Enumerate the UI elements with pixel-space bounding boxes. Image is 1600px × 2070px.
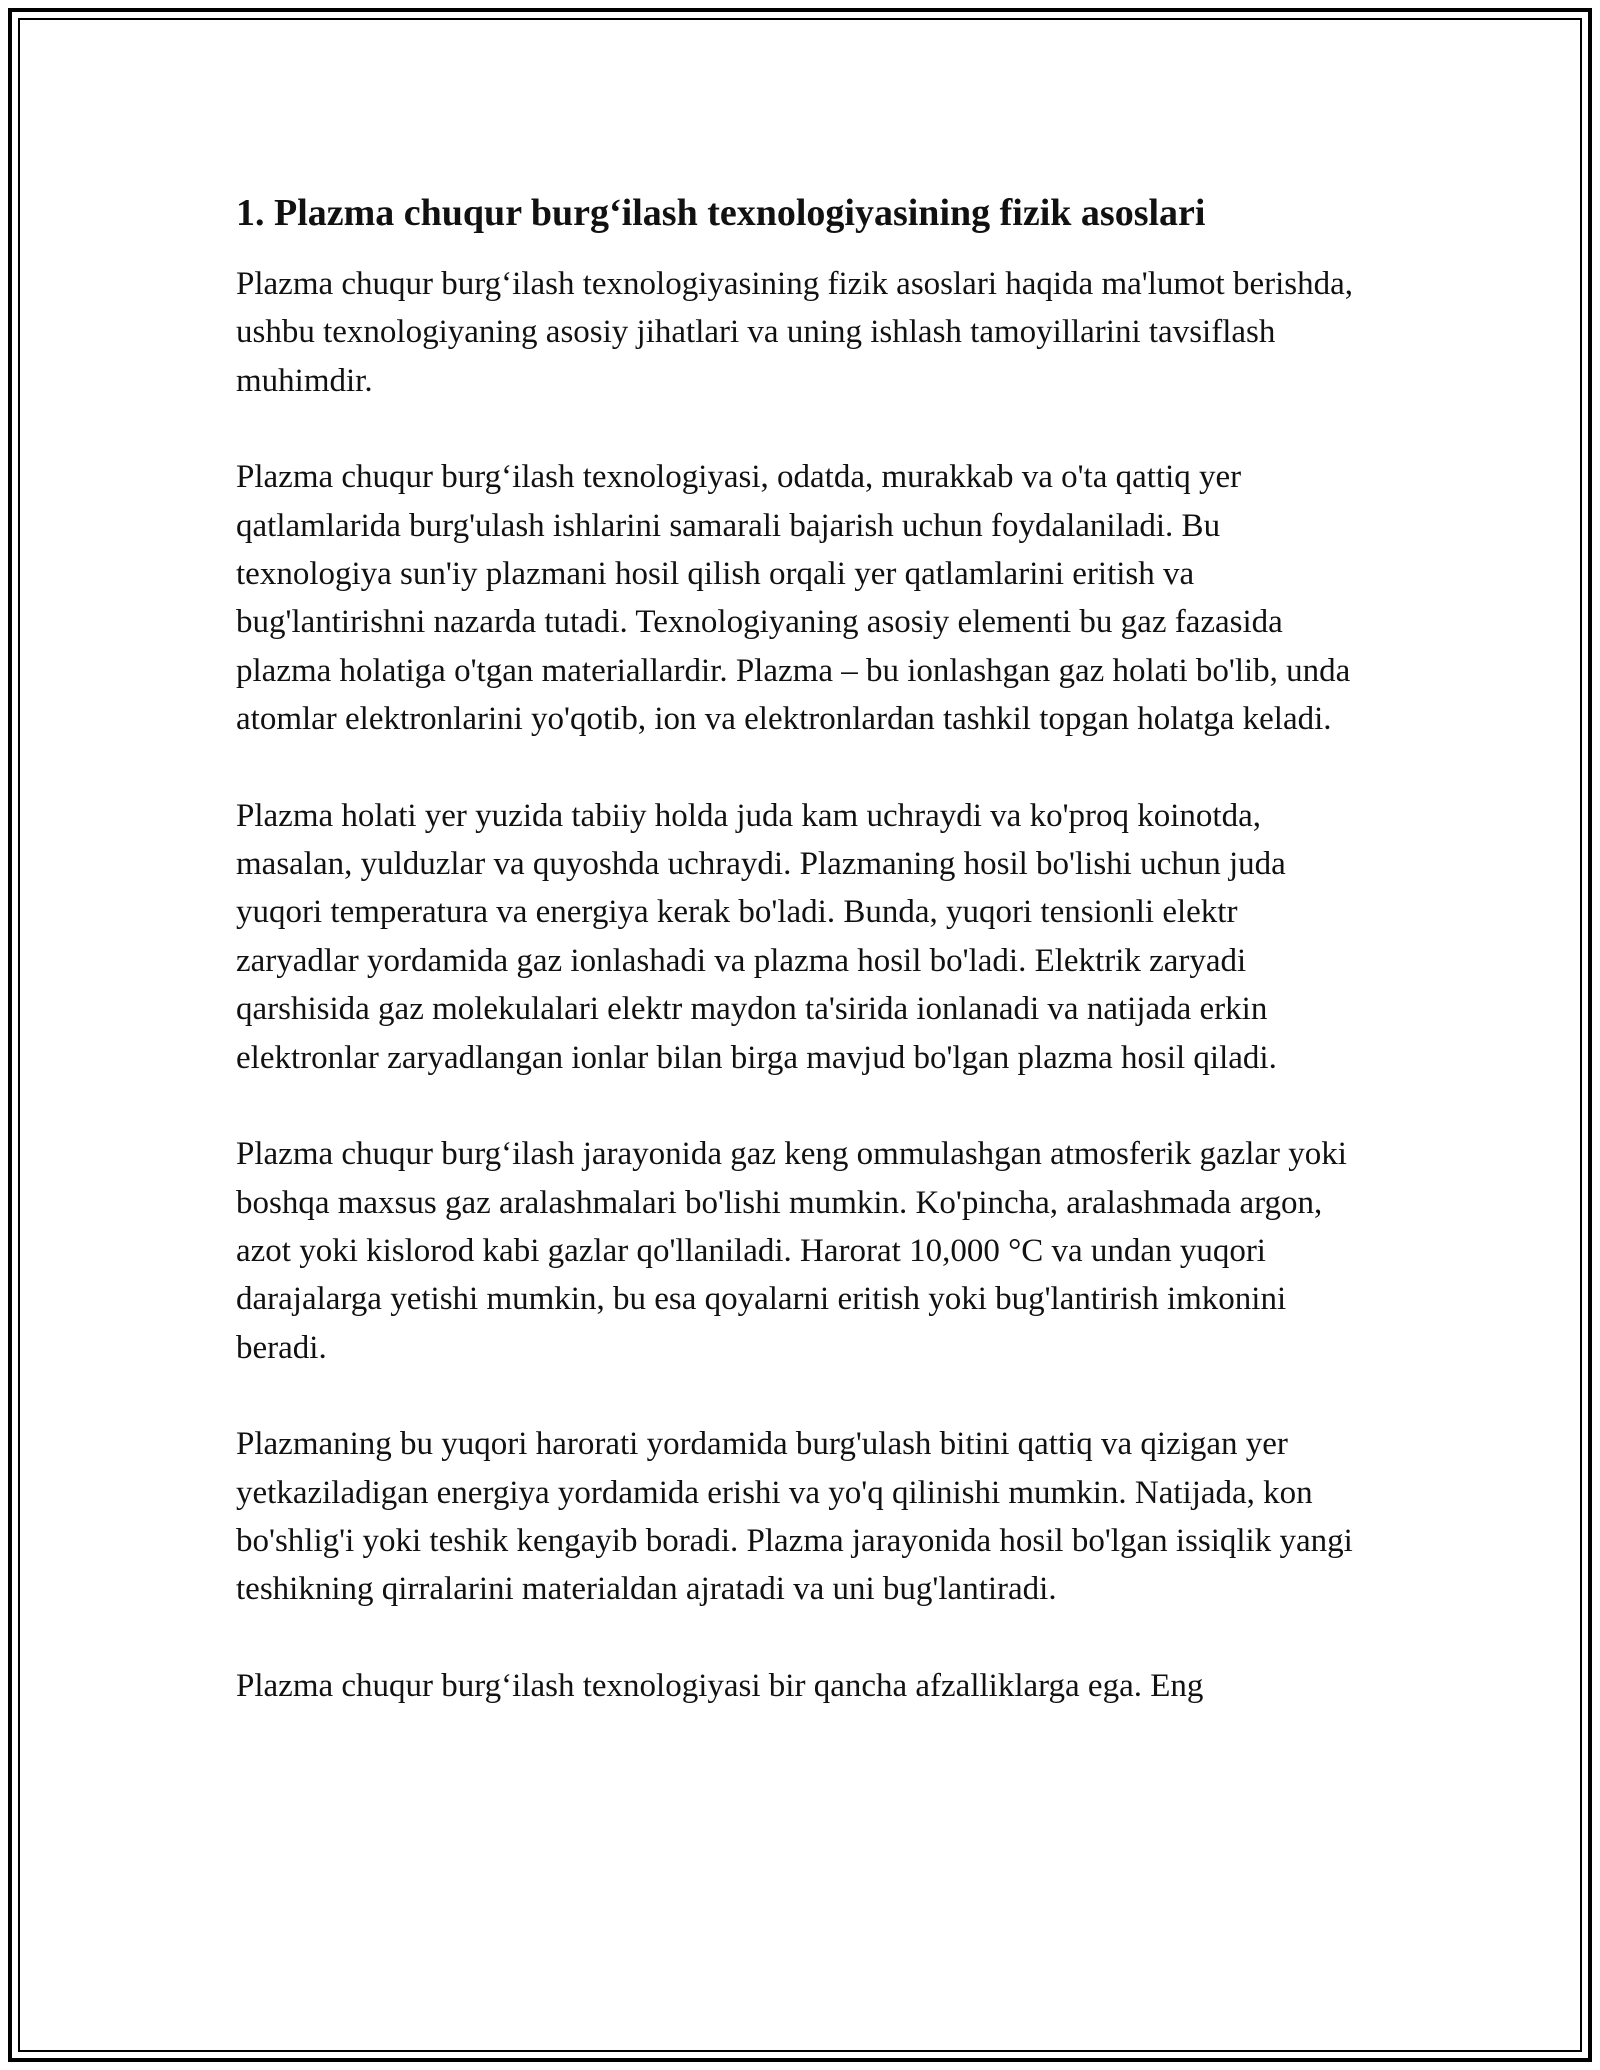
section-heading: 1. Plazma chuqur burg‘ilash texnologiyasining fizik asoslari [236,192,1206,234]
paragraph-plasma-state: Plazma holati yer yuzida tabiiy holda juda kam uchraydi va ko'proq koinotda, masalan, yulduzlar va quyoshda uchraydi. Plazmaning hosil bo'lishi uchun juda yuqori temperatura va energiya kerak bo'ladi. Bunda, yuqori tensionli elektr zaryadlar yordamida gaz ionlashadi va plazma hosil bo'ladi. Elektrik zaryadi qarshisida gaz molekulalari elektr maydon ta'sirida ionlanadi va natijada erkin elektronlar zaryadlangan ionlar bilan birga mavjud bo'lgan plazma hosil qiladi. [236,797,1286,1076]
paragraph-intro: Plazma chuqur burg‘ilash texnologiyasining fizik asoslari haqida ma'lumot berishda, ushbu texnologiyaning asosiy jihatlari va uning ishlash tamoyillarini tavsiflash muhimdir. [236,266,1354,399]
paragraph-temperature: Plazmaning bu yuqori harorati yordamida burg'ulash bitini qattiq va qizigan yer yetkaziladigan energiya yordamida erishi va yo'q qilinishi mumkin. Natijada, kon bo'shlig'i yoki teshik kengayib boradi. Plazma jarayonida hosil bo'lgan issiqlik yangi teshikning qirralarini materialdan ajratadi va uni bug'lantiradi. [236,1426,1353,1608]
paragraph-gases: Plazma chuqur burg‘ilash jarayonida gaz keng ommulashgan atmosferik gazlar yoki boshqa maxsus gaz aralashmalari bo'lishi mumkin. Ko'pincha, aralashmada argon, azot yoki kislorod kabi gazlar qo'llaniladi. Harorat 10,000 °C va undan yuqori darajalarga yetishi mumkin, bu esa qoyalarni eritish yoki bug'lantirish imkonini beradi. [236,1136,1347,1366]
document-body [236,188,1366,1758]
paragraph-technology: Plazma chuqur burg‘ilash texnologiyasi, odatda, murakkab va o'ta qattiq yer qatlamlarida burg'ulash ishlarini samarali bajarish uchun foydalaniladi. Bu texnologiya sun'iy plazmani hosil qilish orqali yer qatlamlarini eritish va bug'lantirishni nazarda tutadi. Texnologiyaning asosiy elementi bu gaz fazasida plazma holatiga o'tgan materiallardir. Plazma – bu ionlashgan gaz holati bo'lib, unda atomlar elektronlarini yo'qotib, ion va elektronlardan tashkil topgan holatga keladi. [236,459,1351,738]
paragraph-advantages: Plazma chuqur burg‘ilash texnologiyasi bir qancha afzalliklarga ega. Eng [236,1667,1204,1704]
